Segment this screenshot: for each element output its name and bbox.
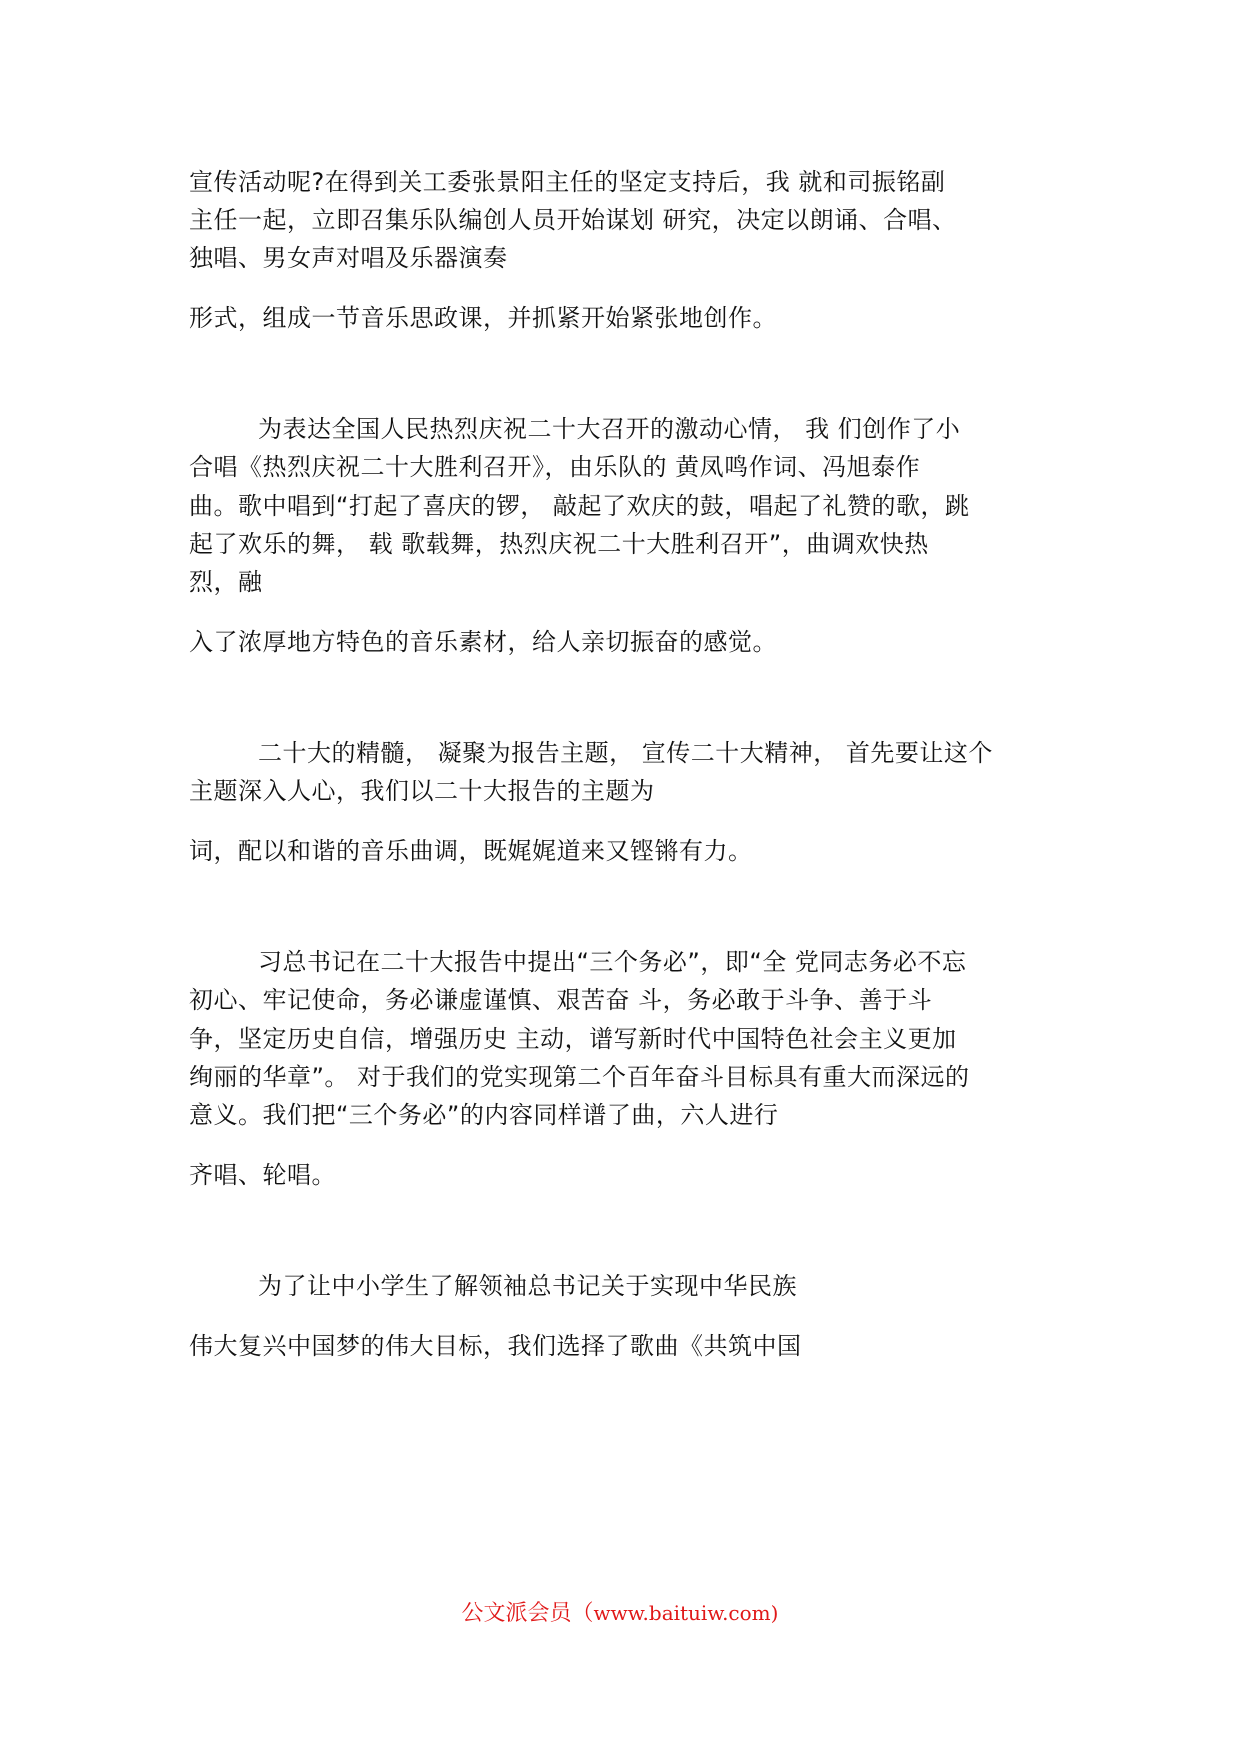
text-line: 入了浓厚地方特色的音乐素材，给人亲切振奋的感觉。	[189, 628, 777, 656]
text-line: 合唱《热烈庆祝二十大胜利召开》，由乐队的 黄凤鸣作词、冯旭泰作	[189, 453, 921, 481]
text-line: 为了让中小学生了解领袖总书记关于实现中华民族	[258, 1272, 797, 1300]
text-line: 独唱、男女声对唱及乐器演奏	[189, 244, 508, 272]
text-line: 主任一起，立即召集乐队编创人员开始谋划 研究，决定以朗诵、合唱、	[189, 206, 957, 234]
text-line: 词，配以和谐的音乐曲调，既娓娓道来又铿锵有力。	[189, 837, 753, 865]
text-line: 形式，组成一节音乐思政课，并抓紧开始紧张地创作。	[189, 304, 777, 332]
text-line: 意义。我们把“三个务必”的内容同样谱了曲，六人进行	[189, 1101, 779, 1129]
text-line: 争，坚定历史自信，增强历史 主动，谱写新时代中国特色社会主义更加	[189, 1025, 957, 1053]
text-line: 宣传活动呢?在得到关工委张景阳主任的坚定支持后，我 就和司振铭副	[189, 168, 946, 196]
text-line: 曲。歌中唱到“打起了喜庆的锣， 敲起了欢庆的鼓，唱起了礼赞的歌，跳	[189, 492, 970, 520]
text-line: 绚丽的华章”。 对于我们的党实现第二个百年奋斗目标具有重大而深远的	[189, 1063, 970, 1091]
text-line: 初心、牢记使命，务必谦虚谨慎、艰苦奋 斗，务必敢于斗争、善于斗	[189, 986, 933, 1014]
text-line: 习总书记在二十大报告中提出“三个务必”，即“全 党同志务必不忘	[258, 948, 967, 976]
text-line: 齐唱、轮唱。	[189, 1161, 336, 1189]
text-line: 二十大的精髓， 凝聚为报告主题， 宣传二十大精神， 首先要让这个	[258, 739, 993, 767]
footer-url[interactable]: www.baituiw.com)	[593, 1601, 779, 1625]
text-line: 为表达全国人民热烈庆祝二十大召开的激动心情， 我 们创作了小	[258, 415, 961, 443]
text-line: 主题深入人心，我们以二十大报告的主题为	[189, 777, 655, 805]
text-line: 烈，融	[189, 568, 263, 596]
footer-watermark	[0, 1598, 1240, 1629]
text-line: 起了欢乐的舞， 载 歌载舞，热烈庆祝二十大胜利召开”，曲调欢快热	[189, 530, 929, 558]
footer-label: 公文派会员（	[461, 1601, 594, 1626]
text-line: 伟大复兴中国梦的伟大目标，我们选择了歌曲《共筑中国	[189, 1332, 802, 1360]
